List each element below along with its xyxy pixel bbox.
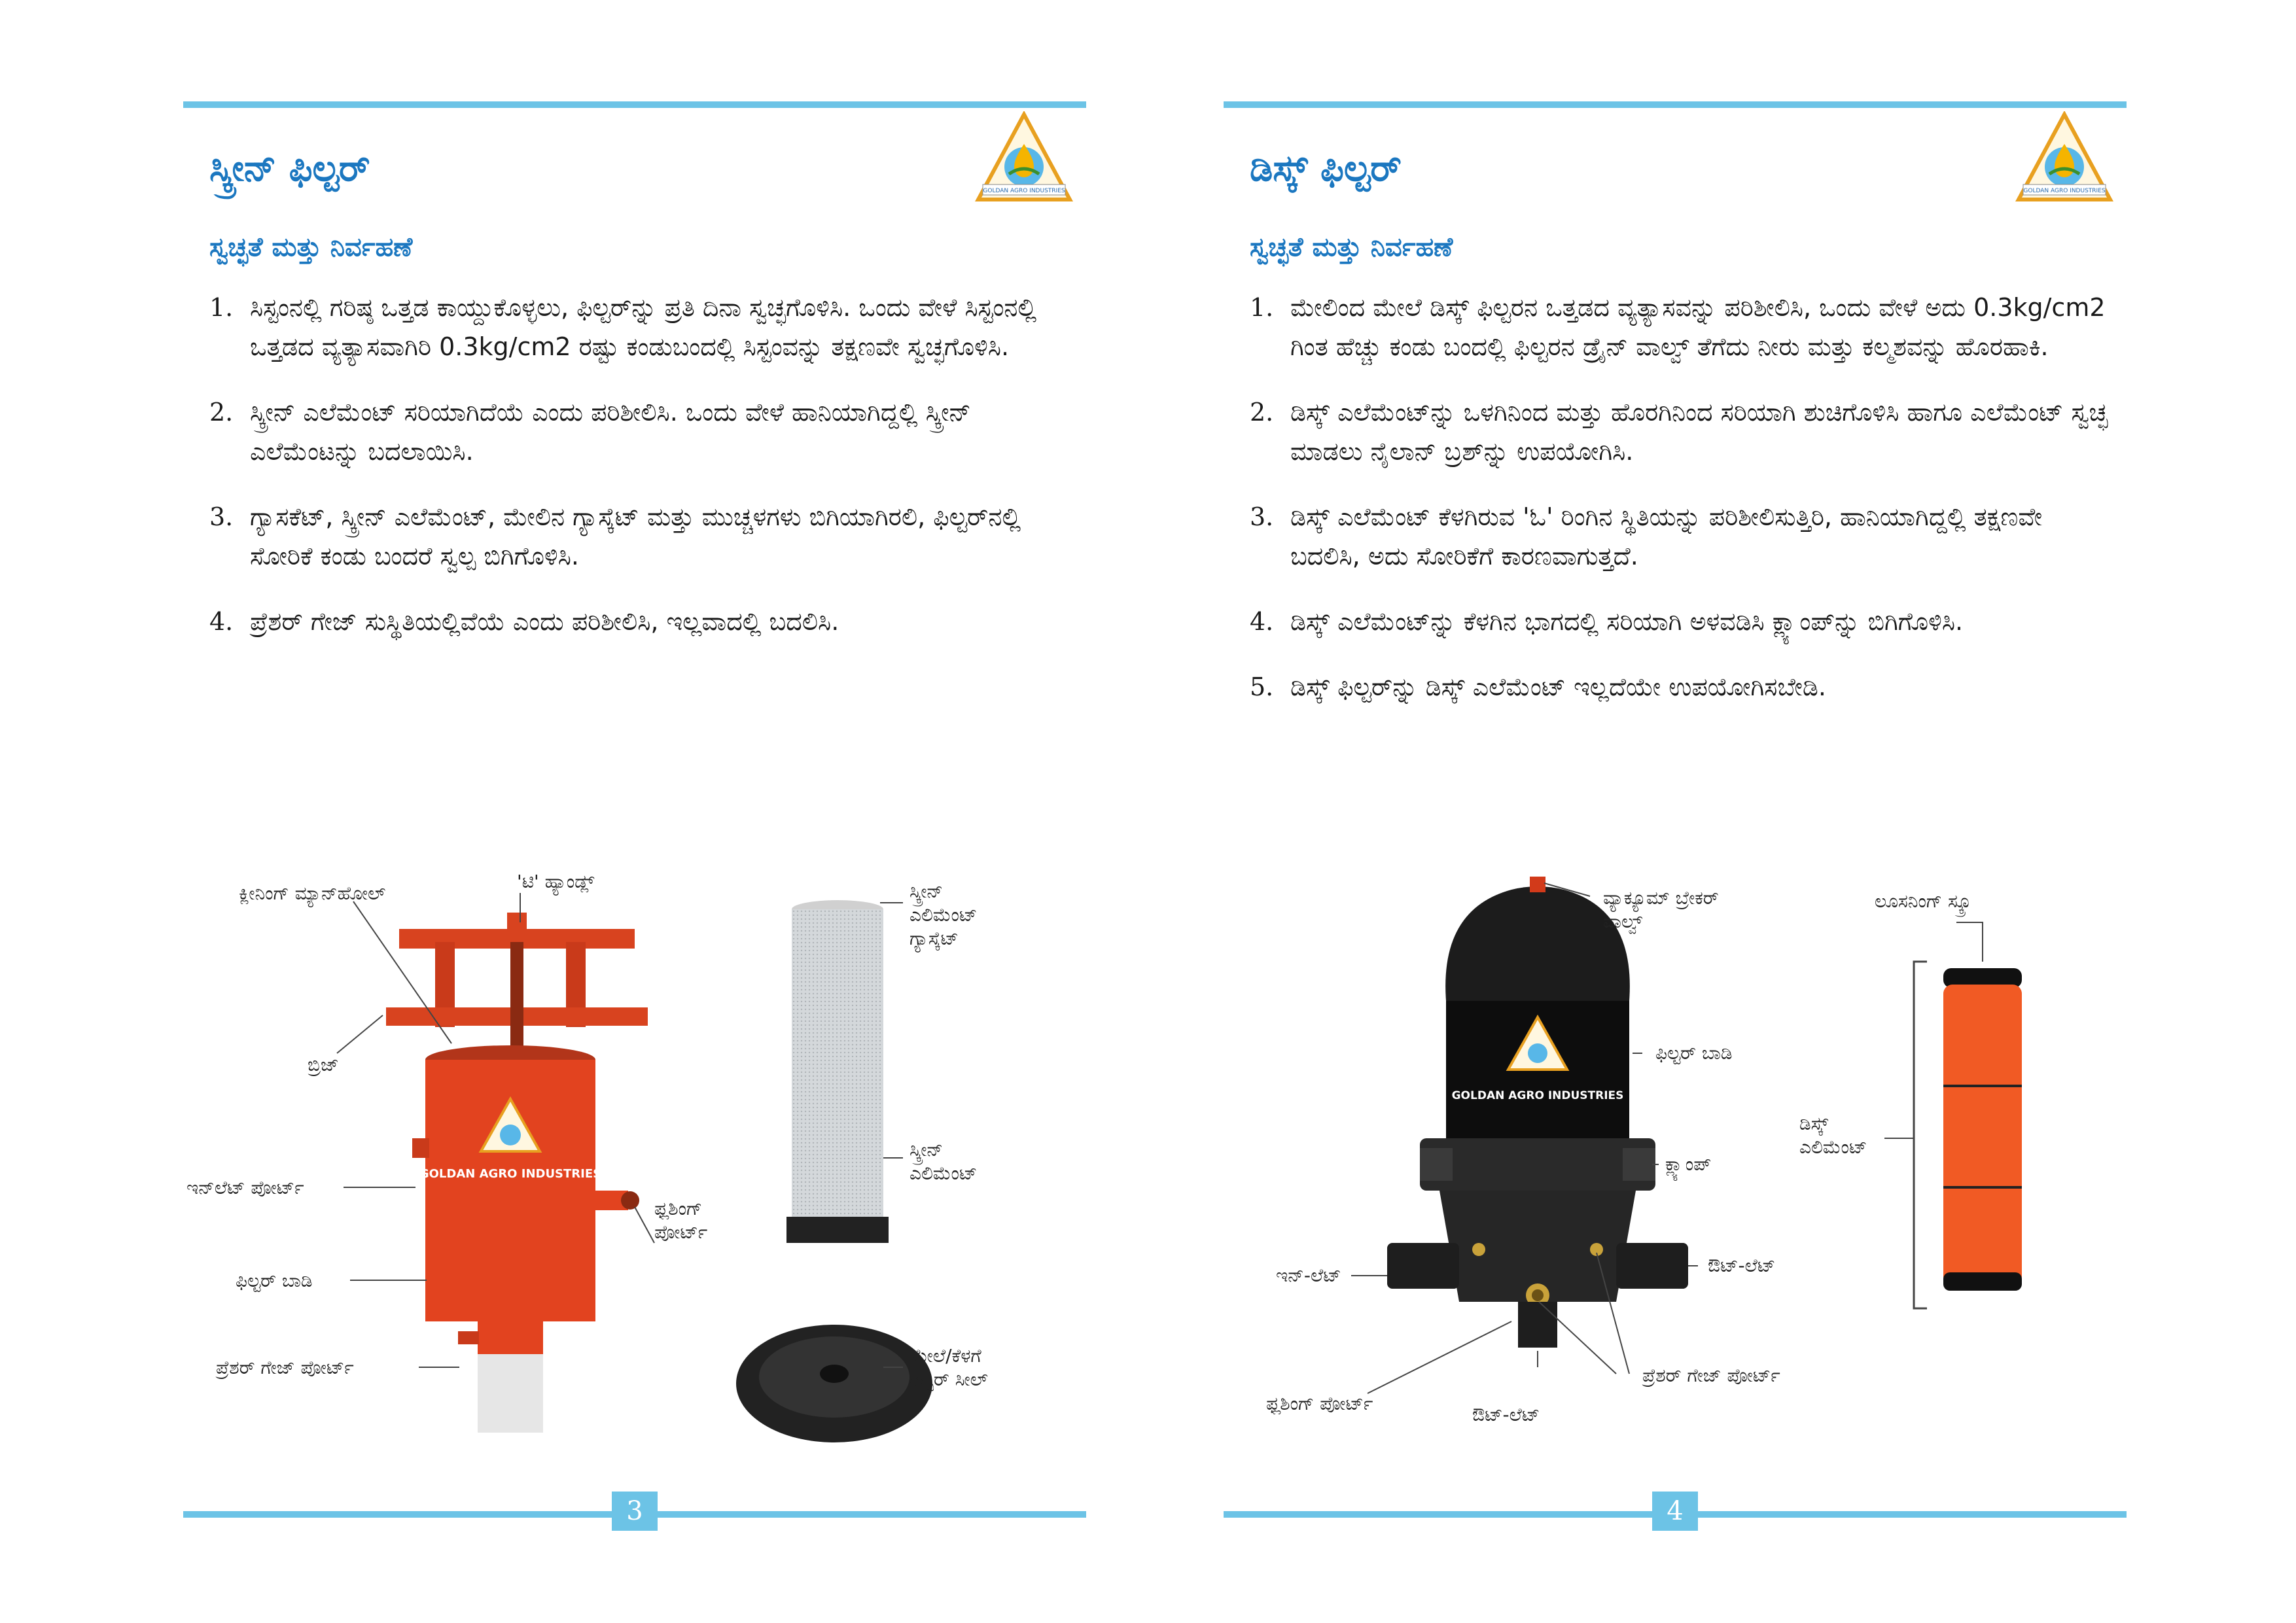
- list-item: 4. ಪ್ರೆಶರ್ ಗೇಜ್ ಸುಸ್ಥಿತಿಯಲ್ಲಿವೆಯೆ ಎಂದು ಪರಿಶೀಲಿಸಿ, ಇಲ್ಲವಾದಲ್ಲಿ ಬದಲಿಸಿ.: [209, 607, 839, 636]
- screen-filter-diagram: [183, 850, 1086, 1492]
- page-title: ಸ್ಕ್ರೀನ್ ಫಿಲ್ಟರ್: [209, 147, 370, 190]
- label-outlet-bottom: ಔಟ್-ಲೆಟ್: [1472, 1404, 1540, 1425]
- label-filter-body: ಫಿಲ್ಟರ್ ಬಾಡಿ: [1655, 1042, 1733, 1064]
- list-item: 4. ಡಿಸ್ಕ್ ಎಲೆಮೆಂಟ್‌ನ್ನು ಕೆಳಗಿನ ಭಾಗದಲ್ಲಿ ಸರಿಯಾಗಿ ಅಳವಡಿಸಿ ಕ್ಲ್ಯಾಂಪ್‌ನ್ನು ಬಿಗಿಗೊಳಿಸಿ.: [1250, 607, 1964, 636]
- label-pressure-gauge-port: ಪ್ರೆಶರ್ ಗೇಜ್ ಪೋರ್ಟ್: [216, 1357, 354, 1378]
- label-flushing-port: ಫ್ಲಶಿಂಗ್ ಪೋರ್ಟ್: [654, 1198, 708, 1243]
- page-number: 4: [1652, 1492, 1698, 1531]
- svg-text:GOLDAN AGRO INDUSTRIES: GOLDAN AGRO INDUSTRIES: [1451, 1089, 1624, 1102]
- page-disc-filter: [1224, 0, 2127, 1623]
- label-inlet-port: ಇನ್‌ಲೆಟ್ ಪೋರ್ಟ್: [186, 1177, 304, 1198]
- label-screen-element: ಸ್ಕ್ರೀನ್ ಎಲಿಮೆಂಟ್: [910, 1139, 978, 1184]
- label-cleaning-manhole: ಕ್ಲೀನಿಂಗ್ ಮ್ಯಾನ್‌ಹೋಲ್: [239, 882, 386, 904]
- maintenance-steps: [1250, 288, 2113, 733]
- page-number: 3: [612, 1492, 658, 1531]
- label-t-handle: 'ಟಿ' ಹ್ಯಾಂಡ್ಲ್: [517, 871, 595, 892]
- top-rule: [1224, 101, 2127, 108]
- top-rule: [183, 101, 1086, 108]
- list-item: 3. ಗ್ಯಾಸಕೆಟ್, ಸ್ಕ್ರೀನ್ ಎಲೆಮೆಂಟ್, ಮೇಲಿನ ಗ್ಯಾಸ್ಕೆಟ್ ಮತ್ತು ಮುಚ್ಚಳಗಳು ಬಿಗಿಯಾಗಿರಲಿ, ಫಿಲ್ಟರ್‌ನಲ್ಲಿ ಸೋರಿಕೆ ಕಂಡು ಬಂದರೆ ಸ್ವಲ್ಪ ಬಿಗಿಗೊಳಿಸಿ.: [209, 502, 1021, 570]
- label-inlet: ಇನ್-ಲೆಟ್: [1276, 1265, 1341, 1286]
- label-loosening-screw: ಲೂಸನಿಂಗ್ ಸ್ಕ್ರೂ: [1875, 890, 1972, 912]
- label-clamp: ಕ್ಲ್ಯಾಂಪ್: [1665, 1153, 1712, 1175]
- disc-filter-diagram: [1224, 850, 2127, 1492]
- label-pressure-gauge-port: ಪ್ರೆಶರ್ ಗೇಜ್ ಪೋರ್ಟ್: [1642, 1365, 1780, 1386]
- label-outlet-right: ಔಟ್-ಲೆಟ್: [1708, 1255, 1776, 1276]
- label-vacuum-breaker-valve: ವ್ಯಾಕ್ಯೂಮ್ ಬ್ರೇಕರ್ ವಾಲ್ವ್: [1603, 887, 1719, 932]
- label-bridge: ಬ್ರಿಜ್: [308, 1054, 339, 1075]
- list-item: 5. ಡಿಸ್ಕ್ ಫಿಲ್ಟರ್‌ನ್ನು ಡಿಸ್ಕ್ ಎಲೆಮೆಂಟ್ ಇಲ್ಲದೆಯೇ ಉಪಯೋಗಿಸಬೇಡಿ.: [1250, 672, 1826, 701]
- company-logo: [975, 111, 1073, 203]
- list-item: 3. ಡಿಸ್ಕ್ ಎಲೆಮೆಂಟ್ ಕೆಳಗಿರುವ 'ಓ' ರಿಂಗಿನ ಸ್ಥಿತಿಯನ್ನು ಪರಿಶೀಲಿಸುತ್ತಿರಿ, ಹಾನಿಯಾಗಿದ್ದಲ್ಲಿ ತಕ್ಷಣವೇ ಬದಲಿಸಿ, ಅದು ಸೋರಿಕೆಗೆ ಕಾರಣವಾಗುತ್ತದೆ.: [1250, 502, 2043, 570]
- label-flushing-port: ಫ್ಲಶಿಂಗ್ ಪೋರ್ಟ್: [1266, 1393, 1373, 1414]
- label-disc-element: ಡಿಸ್ಕ್ ಎಲಿಮೆಂಟ್: [1799, 1113, 1867, 1158]
- list-item: 1. ಸಿಸ್ಟಂನಲ್ಲಿ ಗರಿಷ್ಠ ಒತ್ತಡ ಕಾಯ್ದುಕೊಳ್ಳಲು, ಫಿಲ್ಟರ್‌ನ್ನು ಪ್ರತಿ ದಿನಾ ಸ್ವಚ್ಛಗೊಳಿಸಿ. ಒಂದು ವೇಳೆ ಸಿಸ್ಟಂನಲ್ಲಿ ಒತ್ತಡದ ವ್ಯತ್ಯಾಸವಾಗಿರಿ 0.3kg/cm2 ರಷ್ಟು ಕಂಡುಬಂದಲ್ಲಿ ಸಿಸ್ಟಂವನ್ನು ತಕ್ಷಣವೇ ಸ್ವಚ್ಛಗೊಳಿಸಿ.: [209, 293, 1037, 361]
- maintenance-steps: [209, 288, 1073, 667]
- section-subtitle: ಸ್ವಚ್ಛತೆ ಮತ್ತು ನಿರ್ವಹಣೆ: [209, 232, 413, 262]
- svg-text:GOLDAN AGRO INDUSTRIES: GOLDAN AGRO INDUSTRIES: [983, 188, 1065, 194]
- label-filter-body: ಫಿಲ್ಟರ್ ಬಾಡಿ: [236, 1270, 313, 1291]
- svg-text:GOLDAN AGRO INDUSTRIES: GOLDAN AGRO INDUSTRIES: [2023, 188, 2106, 194]
- company-logo: [2015, 111, 2113, 203]
- list-item: 2. ಸ್ಕ್ರೀನ್ ಎಲೆಮೆಂಟ್ ಸರಿಯಾಗಿದೆಯೆ ಎಂದು ಪರಿಶೀಲಿಸಿ. ಒಂದು ವೇಳೆ ಹಾನಿಯಾಗಿದ್ದಲ್ಲಿ ಸ್ಕ್ರೀನ್ ಎಲೆಮೆಂಟನ್ನು ಬದಲಾಯಿಸಿ.: [209, 398, 971, 466]
- section-subtitle: ಸ್ವಚ್ಛತೆ ಮತ್ತು ನಿರ್ವಹಣೆ: [1250, 232, 1453, 262]
- page-screen-filter: [183, 0, 1086, 1623]
- list-item: 1. ಮೇಲಿಂದ ಮೇಲೆ ಡಿಸ್ಕ್ ಫಿಲ್ಟರನ ಒತ್ತಡದ ವ್ಯತ್ಯಾಸವನ್ನು ಪರಿಶೀಲಿಸಿ, ಒಂದು ವೇಳೆ ಅದು 0.3kg/cm2 ಗಿಂತ ಹೆಚ್ಚು ಕಂಡು ಬಂದಲ್ಲಿ ಫಿಲ್ಟರನ ಡ್ರೈನ್ ವಾಲ್ವ್ ತೆಗೆದು ನೀರು ಮತ್ತು ಕಲ್ಮಶವನ್ನು ಹೊರಹಾಕಿ.: [1250, 293, 2106, 361]
- svg-text:GOLDAN AGRO INDUSTRIES: GOLDAN AGRO INDUSTRIES: [419, 1167, 602, 1181]
- list-item: 2. ಡಿಸ್ಕ್ ಎಲೆಮೆಂಟ್‌ನ್ನು ಒಳಗಿನಿಂದ ಮತ್ತು ಹೊರಗಿನಿಂದ ಸರಿಯಾಗಿ ಶುಚಿಗೊಳಿಸಿ ಹಾಗೂ ಎಲೆಮೆಂಟ್ ಸ್ವಚ್ಛ ಮಾಡಲು ನೈಲಾನ್ ಬ್ರಶ್‌ನ್ನು ಉಪಯೋಗಿಸಿ.: [1250, 398, 2108, 466]
- label-screen-element-gasket: ಸ್ಕ್ರೀನ್ ಎಲಿಮೆಂಟ್ ಗ್ಯಾಸ್ಕೆಟ್: [910, 881, 978, 949]
- page-title: ಡಿಸ್ಕ್ ಫಿಲ್ಟರ್: [1250, 147, 1402, 190]
- label-rubber-seal: ಮೇಲೆ/ಕೆಳಗೆ ರಬ್ಬರ್ ಸೀಲ್: [910, 1345, 988, 1390]
